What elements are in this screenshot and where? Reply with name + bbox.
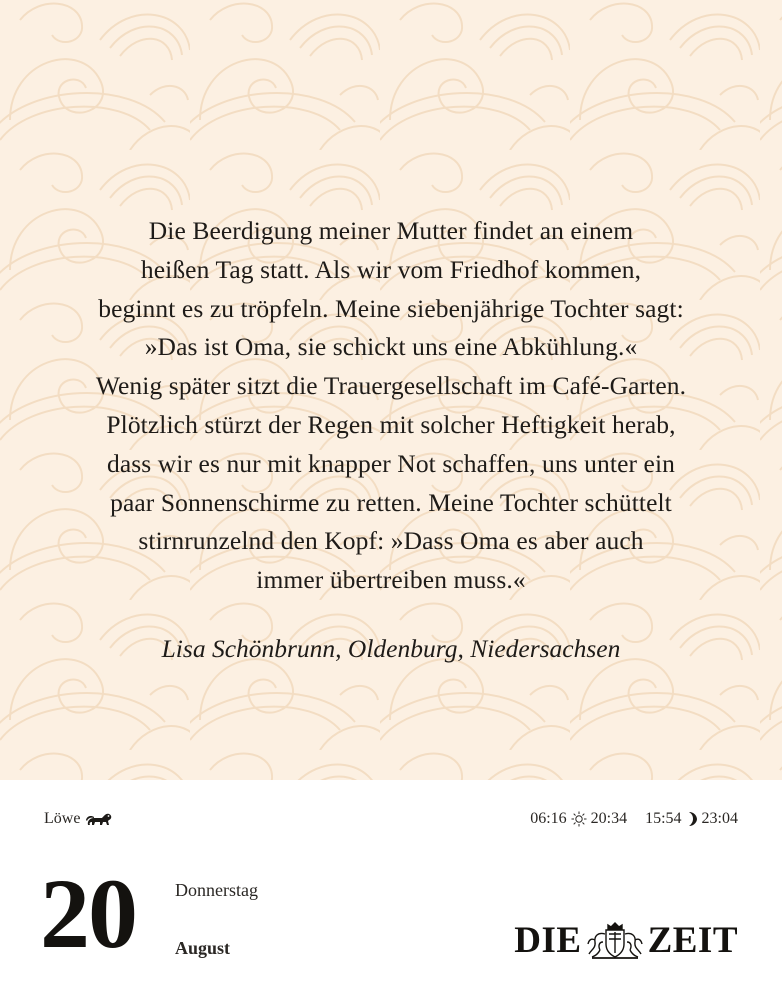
anecdote-line: Plötzlich stürzt der Regen mit solcher Heftigkeit herab,: [106, 409, 676, 439]
anecdote-line: Wenig später sitzt die Trauergesellschaft im Café-Garten.: [95, 371, 687, 401]
lion-icon: [85, 809, 113, 829]
month-label: August: [175, 938, 231, 958]
sunset-time: 20:34: [590, 810, 628, 827]
author-credit: Lisa Schönbrunn, Oldenburg, Niedersachsen: [161, 634, 621, 663]
anecdote-line: »Das ist Oma, sie schickt uns eine Abkühlung.«: [144, 332, 638, 362]
sun-icon: [571, 811, 587, 827]
logo-text-left: DIE: [514, 919, 582, 961]
anecdote-line: heißen Tag statt. Als wir vom Friedhof kommen,: [140, 254, 642, 284]
moon-icon: [686, 811, 698, 827]
coat-of-arms-icon: [586, 920, 644, 960]
day-number: 20: [40, 858, 136, 969]
anecdote-line: paar Sonnenschirme zu retten. Meine Tochter schüttelt: [110, 487, 672, 517]
sunrise-time: 06:16: [530, 810, 567, 827]
logo-text-right: ZEIT: [647, 919, 738, 961]
anecdote-line: dass wir es nur mit knapper Not schaffen, uns unter ein: [106, 448, 676, 478]
anecdote-line: Die Beerdigung meiner Mutter findet an einem: [148, 216, 634, 245]
calendar-footer: [0, 780, 782, 1000]
anecdote-line: immer übertreiben muss.«: [256, 565, 526, 595]
anecdote-line: stirnrunzelnd den Kopf: »Dass Oma es aber auch: [138, 526, 644, 556]
zodiac-sign: [44, 808, 113, 830]
anecdote-line: beginnt es zu tröpfeln. Meine siebenjährige Tochter sagt:: [98, 293, 684, 323]
sun-moon-times: [530, 808, 738, 830]
die-zeit-logo: [514, 920, 738, 960]
zodiac-label: Löwe: [44, 810, 81, 827]
moonset-time: 23:04: [701, 810, 738, 827]
anecdote-text: [36, 212, 746, 600]
weekday-label: Donnerstag: [175, 880, 258, 900]
moonrise-time: 15:54: [645, 810, 682, 827]
